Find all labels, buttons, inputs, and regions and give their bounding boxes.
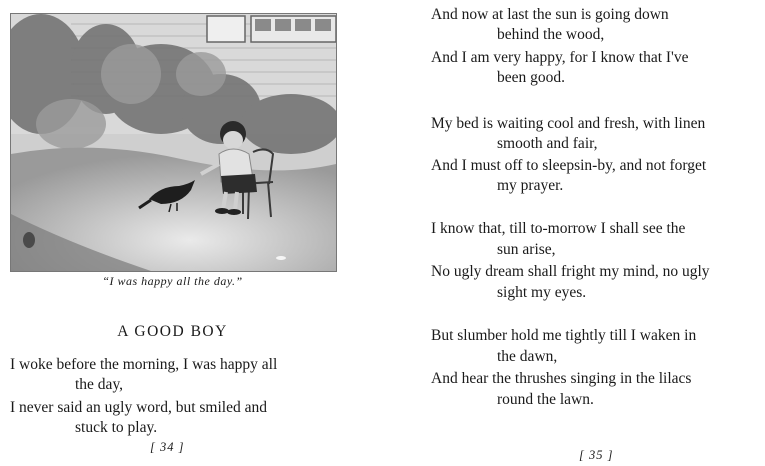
illustration-art bbox=[11, 14, 336, 271]
poem-line: stuck to play. bbox=[75, 419, 158, 436]
left-page bbox=[0, 0, 370, 466]
poem-title: A GOOD BOY bbox=[117, 323, 228, 340]
illustration-boy-with-crow bbox=[10, 13, 337, 272]
poem-line: And I must off to sleepsin-by, and not forget bbox=[431, 157, 707, 174]
page-number: [ 34 ] bbox=[150, 440, 185, 454]
illustration-caption: “I was happy all the day.” bbox=[102, 274, 243, 288]
poem-line: been good. bbox=[497, 69, 566, 86]
poem-line: And now at last the sun is going down bbox=[431, 6, 669, 23]
poem-line: And hear the thrushes singing in the lilacs bbox=[431, 370, 692, 387]
poem-line: I never said an ugly word, but smiled and bbox=[10, 399, 267, 416]
poem-line: But slumber hold me tightly till I waken in bbox=[431, 327, 697, 344]
poem-line: the dawn, bbox=[497, 348, 558, 365]
poem-line: No ugly dream shall fright my mind, no ugly bbox=[431, 263, 710, 280]
poem-line: I woke before the morning, I was happy all bbox=[10, 356, 278, 373]
poem-line: And I am very happy, for I know that I've bbox=[431, 49, 689, 66]
page-number: [ 35 ] bbox=[579, 448, 614, 462]
right-page bbox=[382, 0, 765, 466]
poem-line: the day, bbox=[75, 376, 124, 393]
poem-line: My bed is waiting cool and fresh, with linen bbox=[431, 115, 706, 132]
poem-line: sun arise, bbox=[497, 241, 556, 258]
poem-line: round the lawn. bbox=[497, 391, 594, 408]
poem-line: sight my eyes. bbox=[497, 284, 587, 301]
poem-line: I know that, till to-morrow I shall see the bbox=[431, 220, 686, 237]
poem-line: my prayer. bbox=[497, 177, 564, 194]
poem-line: smooth and fair, bbox=[497, 135, 598, 152]
poem-line: behind the wood, bbox=[497, 26, 605, 43]
